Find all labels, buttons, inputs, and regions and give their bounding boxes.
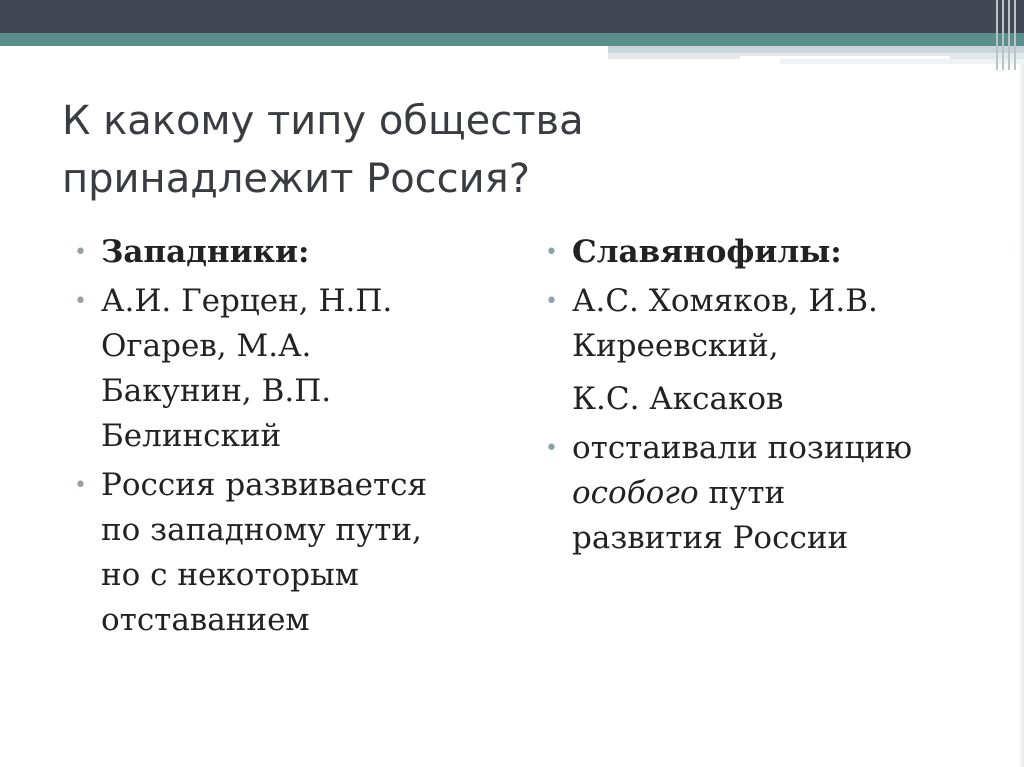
bullet-icon: • [545, 436, 558, 461]
list-item [545, 230, 995, 275]
westernizers-names-line: А.И. Герцен, Н.П. [101, 283, 393, 319]
slavophiles-column [545, 230, 995, 565]
bullet-icon: • [74, 473, 87, 498]
slavophiles-names-line: А.С. Хомяков, И.В. [572, 283, 878, 319]
westernizers-thesis-line: но с некоторым [101, 557, 359, 593]
slide-title [62, 92, 962, 208]
list-item [545, 279, 995, 422]
header-accent-notch [740, 56, 950, 59]
bullet-icon: • [74, 289, 87, 314]
slide-title-line: принадлежит Россия? [62, 156, 530, 202]
westernizers-names-line: Бакунин, В.П. [101, 373, 332, 409]
list-item [545, 426, 995, 561]
bullet-icon: • [74, 240, 87, 265]
westernizers-thesis-line: отставанием [101, 602, 310, 638]
corner-stripes [992, 0, 1024, 70]
slavophiles-thesis-line [572, 471, 995, 516]
westernizers-thesis-line: по западному пути, [101, 512, 422, 548]
westernizers-names-line: Огарев, М.А. [101, 328, 312, 364]
thesis-text: пути [698, 475, 786, 511]
header-accent-stripe [780, 59, 1024, 64]
slavophiles-thesis-line: развития России [572, 520, 849, 556]
header-bar-dark [0, 0, 1024, 33]
list-item [74, 230, 494, 275]
header-accent-stripe [608, 46, 1024, 53]
slavophiles-names-line: К.С. Аксаков [572, 381, 784, 417]
westernizers-names-line: Белинский [101, 418, 282, 454]
page-edge-shadow [1018, 64, 1024, 767]
westernizers-thesis-line: Россия развивается [101, 467, 428, 503]
slavophiles-heading: Славянофилы: [572, 234, 842, 270]
westernizers-heading: Западники: [101, 234, 310, 270]
bullet-icon: • [545, 289, 558, 314]
slavophiles-thesis-line: отстаивали позицию [572, 430, 913, 466]
slavophiles-names-line: Киреевский, [572, 328, 779, 364]
slide-title-line: К какому типу общества [62, 98, 584, 144]
bullet-icon: • [545, 240, 558, 265]
list-item [74, 463, 494, 643]
list-item [74, 279, 494, 459]
emphasized-word: особого [572, 475, 699, 511]
header-bar-teal [0, 33, 1024, 46]
westernizers-column [74, 230, 494, 647]
